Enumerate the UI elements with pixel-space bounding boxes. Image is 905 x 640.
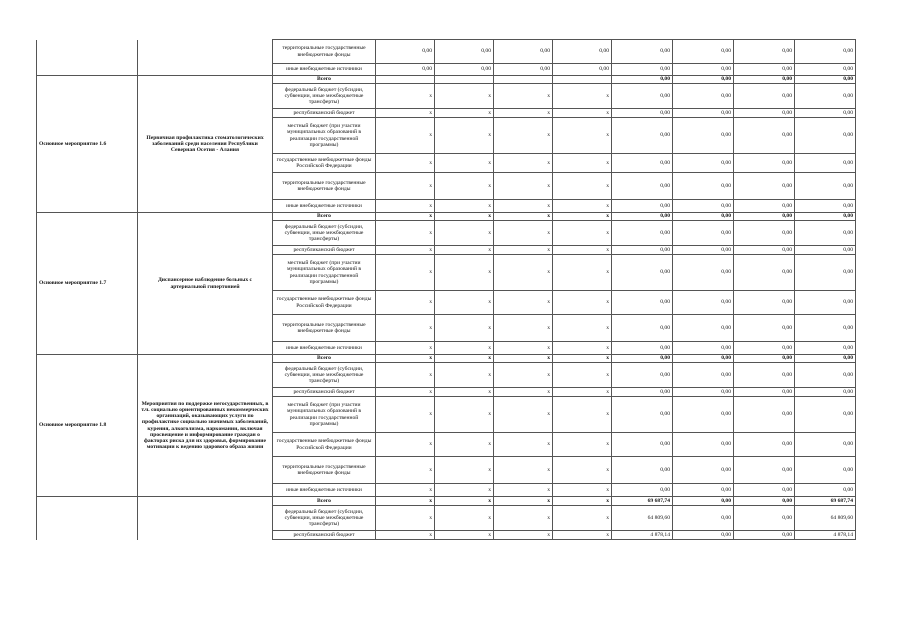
budget-code-cell: x xyxy=(494,506,553,531)
funding-source: федеральный бюджет (субсидии, субвенции, иные межбюджетные трансферты) xyxy=(273,363,376,388)
amount-cell: 0,00 xyxy=(673,397,734,433)
amount-cell: 0,00 xyxy=(673,531,734,540)
budget-code-cell: x xyxy=(494,315,553,342)
budget-code-cell: x xyxy=(376,531,435,540)
amount-cell: 4 878,14 xyxy=(612,531,673,540)
funding-source: иные внебюджетные источники xyxy=(273,200,376,213)
budget-table xyxy=(36,39,856,540)
amount-cell: 0,00 xyxy=(734,531,795,540)
activity-name: Первичная профилактика стоматологических заболеваний среди населения Республики Северная Осетия - Алания xyxy=(138,76,273,213)
amount-cell: 0,00 xyxy=(795,433,856,457)
amount-cell: 64 809,60 xyxy=(612,506,673,531)
budget-code-cell: x xyxy=(553,355,612,363)
budget-code-cell: x xyxy=(376,173,435,200)
amount-cell: 0,00 xyxy=(795,109,856,118)
budget-code-cell: x xyxy=(435,457,494,484)
amount-cell: 0,00 xyxy=(734,355,795,363)
budget-code-cell: x xyxy=(376,246,435,255)
amount-cell: 0,00 xyxy=(673,315,734,342)
budget-code-cell: x xyxy=(553,109,612,118)
budget-code-cell: x xyxy=(553,433,612,457)
budget-code-cell xyxy=(435,76,494,84)
budget-code-cell: x xyxy=(376,200,435,213)
amount-cell: 0,00 xyxy=(795,154,856,173)
budget-code-cell: x xyxy=(435,154,494,173)
amount-cell: 0,00 xyxy=(795,221,856,246)
amount-cell: 0,00 xyxy=(795,342,856,355)
budget-code-cell: x xyxy=(435,200,494,213)
amount-cell: 0,00 xyxy=(734,76,795,84)
budget-code-cell: x xyxy=(376,355,435,363)
amount-cell: 0,00 xyxy=(673,506,734,531)
budget-code-cell: x xyxy=(494,109,553,118)
budget-code-cell: x xyxy=(553,457,612,484)
budget-code-cell: x xyxy=(494,154,553,173)
amount-cell: 0,00 xyxy=(612,363,673,388)
funding-source: территориальные государственные внебюджетные фонды xyxy=(273,40,376,64)
budget-code-cell: x xyxy=(435,213,494,221)
budget-code-cell: x xyxy=(553,484,612,497)
amount-cell: 0,00 xyxy=(734,363,795,388)
budget-code-cell: 0,00 xyxy=(553,64,612,76)
funding-source: республиканский бюджет xyxy=(273,109,376,118)
amount-cell: 0,00 xyxy=(612,484,673,497)
budget-code-cell: x xyxy=(376,221,435,246)
budget-code-cell: x xyxy=(376,291,435,315)
budget-code-cell: x xyxy=(553,213,612,221)
budget-code-cell: 0,00 xyxy=(494,64,553,76)
funding-source: местный бюджет (при участии муниципальных образований в реализации государственной программы) xyxy=(273,397,376,433)
amount-cell: 0,00 xyxy=(795,291,856,315)
amount-cell: 0,00 xyxy=(673,109,734,118)
amount-cell: 0,00 xyxy=(734,40,795,64)
funding-source: федеральный бюджет (субсидии, субвенции, иные межбюджетные трансферты) xyxy=(273,84,376,109)
funding-source: иные внебюджетные источники xyxy=(273,64,376,76)
budget-code-cell: x xyxy=(494,84,553,109)
budget-code-cell: x xyxy=(376,84,435,109)
amount-cell: 0,00 xyxy=(734,154,795,173)
amount-cell: 0,00 xyxy=(673,342,734,355)
amount-cell: 0,00 xyxy=(734,291,795,315)
activity-name: Диспансерное наблюдение больных с артериальной гипертонией xyxy=(138,213,273,355)
budget-code-cell: x xyxy=(376,497,435,506)
amount-cell: 0,00 xyxy=(612,291,673,315)
funding-source: местный бюджет (при участии муниципальных образований в реализации государственной программы) xyxy=(273,118,376,154)
funding-source: территориальные государственные внебюджетные фонды xyxy=(273,173,376,200)
budget-code-cell: x xyxy=(553,388,612,397)
amount-cell: 0,00 xyxy=(734,118,795,154)
amount-cell: 0,00 xyxy=(673,363,734,388)
amount-cell: 0,00 xyxy=(612,118,673,154)
funding-source: Всего xyxy=(273,213,376,221)
budget-code-cell: x xyxy=(435,531,494,540)
budget-code-cell: x xyxy=(435,388,494,397)
activity-name xyxy=(138,40,273,76)
amount-cell: 0,00 xyxy=(673,246,734,255)
funding-source: Всего xyxy=(273,76,376,84)
budget-code-cell: x xyxy=(376,213,435,221)
amount-cell: 0,00 xyxy=(612,109,673,118)
amount-cell: 0,00 xyxy=(734,315,795,342)
activity-label xyxy=(37,40,138,76)
amount-cell: 0,00 xyxy=(673,64,734,76)
budget-code-cell: x xyxy=(553,200,612,213)
amount-cell: 0,00 xyxy=(795,388,856,397)
budget-code-cell: x xyxy=(494,342,553,355)
table-row-total xyxy=(37,497,856,506)
amount-cell: 0,00 xyxy=(673,255,734,291)
budget-code-cell: x xyxy=(494,200,553,213)
budget-code-cell: x xyxy=(435,221,494,246)
budget-code-cell: x xyxy=(494,388,553,397)
amount-cell: 0,00 xyxy=(734,497,795,506)
amount-cell: 0,00 xyxy=(673,388,734,397)
budget-code-cell: x xyxy=(435,342,494,355)
budget-code-cell: 0,00 xyxy=(376,64,435,76)
amount-cell: 0,00 xyxy=(795,84,856,109)
budget-code-cell: x xyxy=(494,355,553,363)
budget-code-cell: x xyxy=(435,433,494,457)
budget-code-cell: x xyxy=(553,342,612,355)
budget-code-cell: x xyxy=(376,388,435,397)
amount-cell: 0,00 xyxy=(734,342,795,355)
budget-code-cell: x xyxy=(494,246,553,255)
budget-code-cell: x xyxy=(553,255,612,291)
funding-source: республиканский бюджет xyxy=(273,246,376,255)
budget-code-cell: x xyxy=(376,315,435,342)
table-row-total xyxy=(37,355,856,363)
amount-cell: 0,00 xyxy=(734,397,795,433)
amount-cell: 0,00 xyxy=(673,173,734,200)
amount-cell: 0,00 xyxy=(795,118,856,154)
budget-code-cell: x xyxy=(376,506,435,531)
budget-code-cell: x xyxy=(494,397,553,433)
amount-cell: 0,00 xyxy=(795,173,856,200)
funding-source: Всего xyxy=(273,497,376,506)
amount-cell: 69 687,74 xyxy=(795,497,856,506)
amount-cell: 0,00 xyxy=(673,76,734,84)
funding-source: республиканский бюджет xyxy=(273,388,376,397)
budget-code-cell: x xyxy=(494,457,553,484)
budget-code-cell: x xyxy=(376,154,435,173)
amount-cell: 0,00 xyxy=(795,363,856,388)
budget-code-cell: x xyxy=(376,433,435,457)
budget-code-cell xyxy=(553,76,612,84)
budget-code-cell: x xyxy=(553,497,612,506)
amount-cell: 0,00 xyxy=(673,40,734,64)
amount-cell: 0,00 xyxy=(612,255,673,291)
budget-code-cell: 0,00 xyxy=(494,40,553,64)
budget-code-cell: 0,00 xyxy=(553,40,612,64)
amount-cell: 0,00 xyxy=(612,76,673,84)
amount-cell: 0,00 xyxy=(673,497,734,506)
budget-code-cell: x xyxy=(494,221,553,246)
budget-code-cell: x xyxy=(435,355,494,363)
budget-code-cell: x xyxy=(494,255,553,291)
budget-code-cell: x xyxy=(376,457,435,484)
budget-code-cell: x xyxy=(376,118,435,154)
amount-cell: 0,00 xyxy=(612,355,673,363)
amount-cell: 0,00 xyxy=(612,246,673,255)
amount-cell: 0,00 xyxy=(612,315,673,342)
budget-code-cell: x xyxy=(435,246,494,255)
budget-code-cell: x xyxy=(553,531,612,540)
budget-code-cell: 0,00 xyxy=(435,40,494,64)
amount-cell: 0,00 xyxy=(673,84,734,109)
budget-code-cell: x xyxy=(553,173,612,200)
budget-code-cell: x xyxy=(435,506,494,531)
budget-code-cell: x xyxy=(435,109,494,118)
amount-cell: 0,00 xyxy=(734,200,795,213)
amount-cell: 0,00 xyxy=(673,221,734,246)
amount-cell: 0,00 xyxy=(612,40,673,64)
budget-code-cell: x xyxy=(376,363,435,388)
activity-label: Основное мероприятие 1.8 xyxy=(37,355,138,497)
amount-cell: 0,00 xyxy=(673,200,734,213)
amount-cell: 0,00 xyxy=(795,40,856,64)
activity-name: Мероприятия по поддержке негосударственных, в т.ч. социально ориентированных некоммерческих организаций, оказывающих услуги по профилактике социально значимых заболеваний, курения, алкоголизма, наркомании, включая просвещение и информирование граждан о факторах риска для их здоровья, формирование мотивации к ведению здорового образа жизни xyxy=(138,355,273,497)
budget-code-cell xyxy=(494,76,553,84)
budget-code-cell: x xyxy=(435,397,494,433)
budget-code-cell: x xyxy=(435,118,494,154)
amount-cell: 0,00 xyxy=(734,433,795,457)
amount-cell: 0,00 xyxy=(795,255,856,291)
amount-cell: 0,00 xyxy=(795,246,856,255)
amount-cell: 4 878,14 xyxy=(795,531,856,540)
budget-code-cell: x xyxy=(376,255,435,291)
budget-code-cell: x xyxy=(553,397,612,433)
budget-code-cell: x xyxy=(494,291,553,315)
budget-code-cell: x xyxy=(435,497,494,506)
amount-cell: 0,00 xyxy=(734,84,795,109)
activity-name xyxy=(138,497,273,540)
table-row xyxy=(37,40,856,64)
budget-code-cell: x xyxy=(553,154,612,173)
amount-cell: 0,00 xyxy=(673,291,734,315)
amount-cell: 0,00 xyxy=(673,457,734,484)
amount-cell: 0,00 xyxy=(612,433,673,457)
amount-cell: 0,00 xyxy=(612,213,673,221)
budget-code-cell: x xyxy=(494,213,553,221)
budget-code-cell: x xyxy=(553,246,612,255)
amount-cell: 0,00 xyxy=(612,342,673,355)
amount-cell: 0,00 xyxy=(795,484,856,497)
amount-cell: 0,00 xyxy=(734,255,795,291)
amount-cell: 0,00 xyxy=(673,213,734,221)
amount-cell: 0,00 xyxy=(612,200,673,213)
amount-cell: 0,00 xyxy=(612,84,673,109)
amount-cell: 0,00 xyxy=(673,118,734,154)
amount-cell: 0,00 xyxy=(612,221,673,246)
amount-cell: 0,00 xyxy=(612,154,673,173)
budget-code-cell: x xyxy=(435,255,494,291)
budget-code-cell: x xyxy=(494,118,553,154)
budget-code-cell: x xyxy=(494,173,553,200)
budget-code-cell: x xyxy=(553,506,612,531)
funding-source: государственные внебюджетные фонды Российской Федерации xyxy=(273,291,376,315)
funding-source: государственные внебюджетные фонды Российской Федерации xyxy=(273,433,376,457)
amount-cell: 0,00 xyxy=(734,246,795,255)
amount-cell: 0,00 xyxy=(734,506,795,531)
amount-cell: 0,00 xyxy=(734,109,795,118)
funding-source: территориальные государственные внебюджетные фонды xyxy=(273,315,376,342)
funding-source: территориальные государственные внебюджетные фонды xyxy=(273,457,376,484)
amount-cell: 69 687,74 xyxy=(612,497,673,506)
budget-code-cell: x xyxy=(376,342,435,355)
budget-code-cell: x xyxy=(435,363,494,388)
budget-code-cell: x xyxy=(494,497,553,506)
budget-code-cell: x xyxy=(435,484,494,497)
budget-code-cell: x xyxy=(435,173,494,200)
activity-label: Основное мероприятие 1.6 xyxy=(37,76,138,213)
amount-cell: 0,00 xyxy=(612,64,673,76)
budget-code-cell: x xyxy=(494,531,553,540)
budget-table-page xyxy=(36,39,852,579)
budget-code-cell: x xyxy=(435,291,494,315)
amount-cell: 0,00 xyxy=(734,484,795,497)
funding-source: иные внебюджетные источники xyxy=(273,484,376,497)
amount-cell: 0,00 xyxy=(795,397,856,433)
budget-code-cell: x xyxy=(376,484,435,497)
amount-cell: 0,00 xyxy=(612,388,673,397)
table-row-total xyxy=(37,213,856,221)
amount-cell: 0,00 xyxy=(673,355,734,363)
amount-cell: 64 809,60 xyxy=(795,506,856,531)
budget-code-cell: x xyxy=(494,363,553,388)
amount-cell: 0,00 xyxy=(795,64,856,76)
budget-code-cell: x xyxy=(553,221,612,246)
budget-code-cell: x xyxy=(553,363,612,388)
budget-code-cell: x xyxy=(553,315,612,342)
budget-code-cell: x xyxy=(494,484,553,497)
amount-cell: 0,00 xyxy=(612,173,673,200)
amount-cell: 0,00 xyxy=(795,355,856,363)
budget-code-cell: x xyxy=(435,315,494,342)
amount-cell: 0,00 xyxy=(734,388,795,397)
funding-source: федеральный бюджет (субсидии, субвенции, иные межбюджетные трансферты) xyxy=(273,506,376,531)
funding-source: местный бюджет (при участии муниципальных образований в реализации государственной программы) xyxy=(273,255,376,291)
funding-source: иные внебюджетные источники xyxy=(273,342,376,355)
amount-cell: 0,00 xyxy=(612,397,673,433)
funding-source: государственные внебюджетные фонды Российской Федерации xyxy=(273,154,376,173)
amount-cell: 0,00 xyxy=(673,154,734,173)
budget-code-cell: x xyxy=(553,291,612,315)
budget-code-cell: 0,00 xyxy=(376,40,435,64)
amount-cell: 0,00 xyxy=(734,213,795,221)
amount-cell: 0,00 xyxy=(734,457,795,484)
amount-cell: 0,00 xyxy=(612,457,673,484)
amount-cell: 0,00 xyxy=(795,200,856,213)
amount-cell: 0,00 xyxy=(795,315,856,342)
budget-code-cell: x xyxy=(553,118,612,154)
table-row-total xyxy=(37,76,856,84)
budget-code-cell: x xyxy=(435,84,494,109)
amount-cell: 0,00 xyxy=(673,484,734,497)
funding-source: Всего xyxy=(273,355,376,363)
funding-source: республиканский бюджет xyxy=(273,531,376,540)
amount-cell: 0,00 xyxy=(734,173,795,200)
budget-code-cell xyxy=(376,76,435,84)
budget-code-cell: x xyxy=(553,84,612,109)
amount-cell: 0,00 xyxy=(795,213,856,221)
budget-code-cell: 0,00 xyxy=(435,64,494,76)
activity-label xyxy=(37,497,138,540)
amount-cell: 0,00 xyxy=(795,457,856,484)
activity-label: Основное мероприятие 1.7 xyxy=(37,213,138,355)
funding-source: федеральный бюджет (субсидии, субвенции, иные межбюджетные трансферты) xyxy=(273,221,376,246)
budget-code-cell: x xyxy=(494,433,553,457)
amount-cell: 0,00 xyxy=(795,76,856,84)
amount-cell: 0,00 xyxy=(734,221,795,246)
amount-cell: 0,00 xyxy=(734,64,795,76)
budget-code-cell: x xyxy=(376,109,435,118)
amount-cell: 0,00 xyxy=(673,433,734,457)
budget-code-cell: x xyxy=(376,397,435,433)
